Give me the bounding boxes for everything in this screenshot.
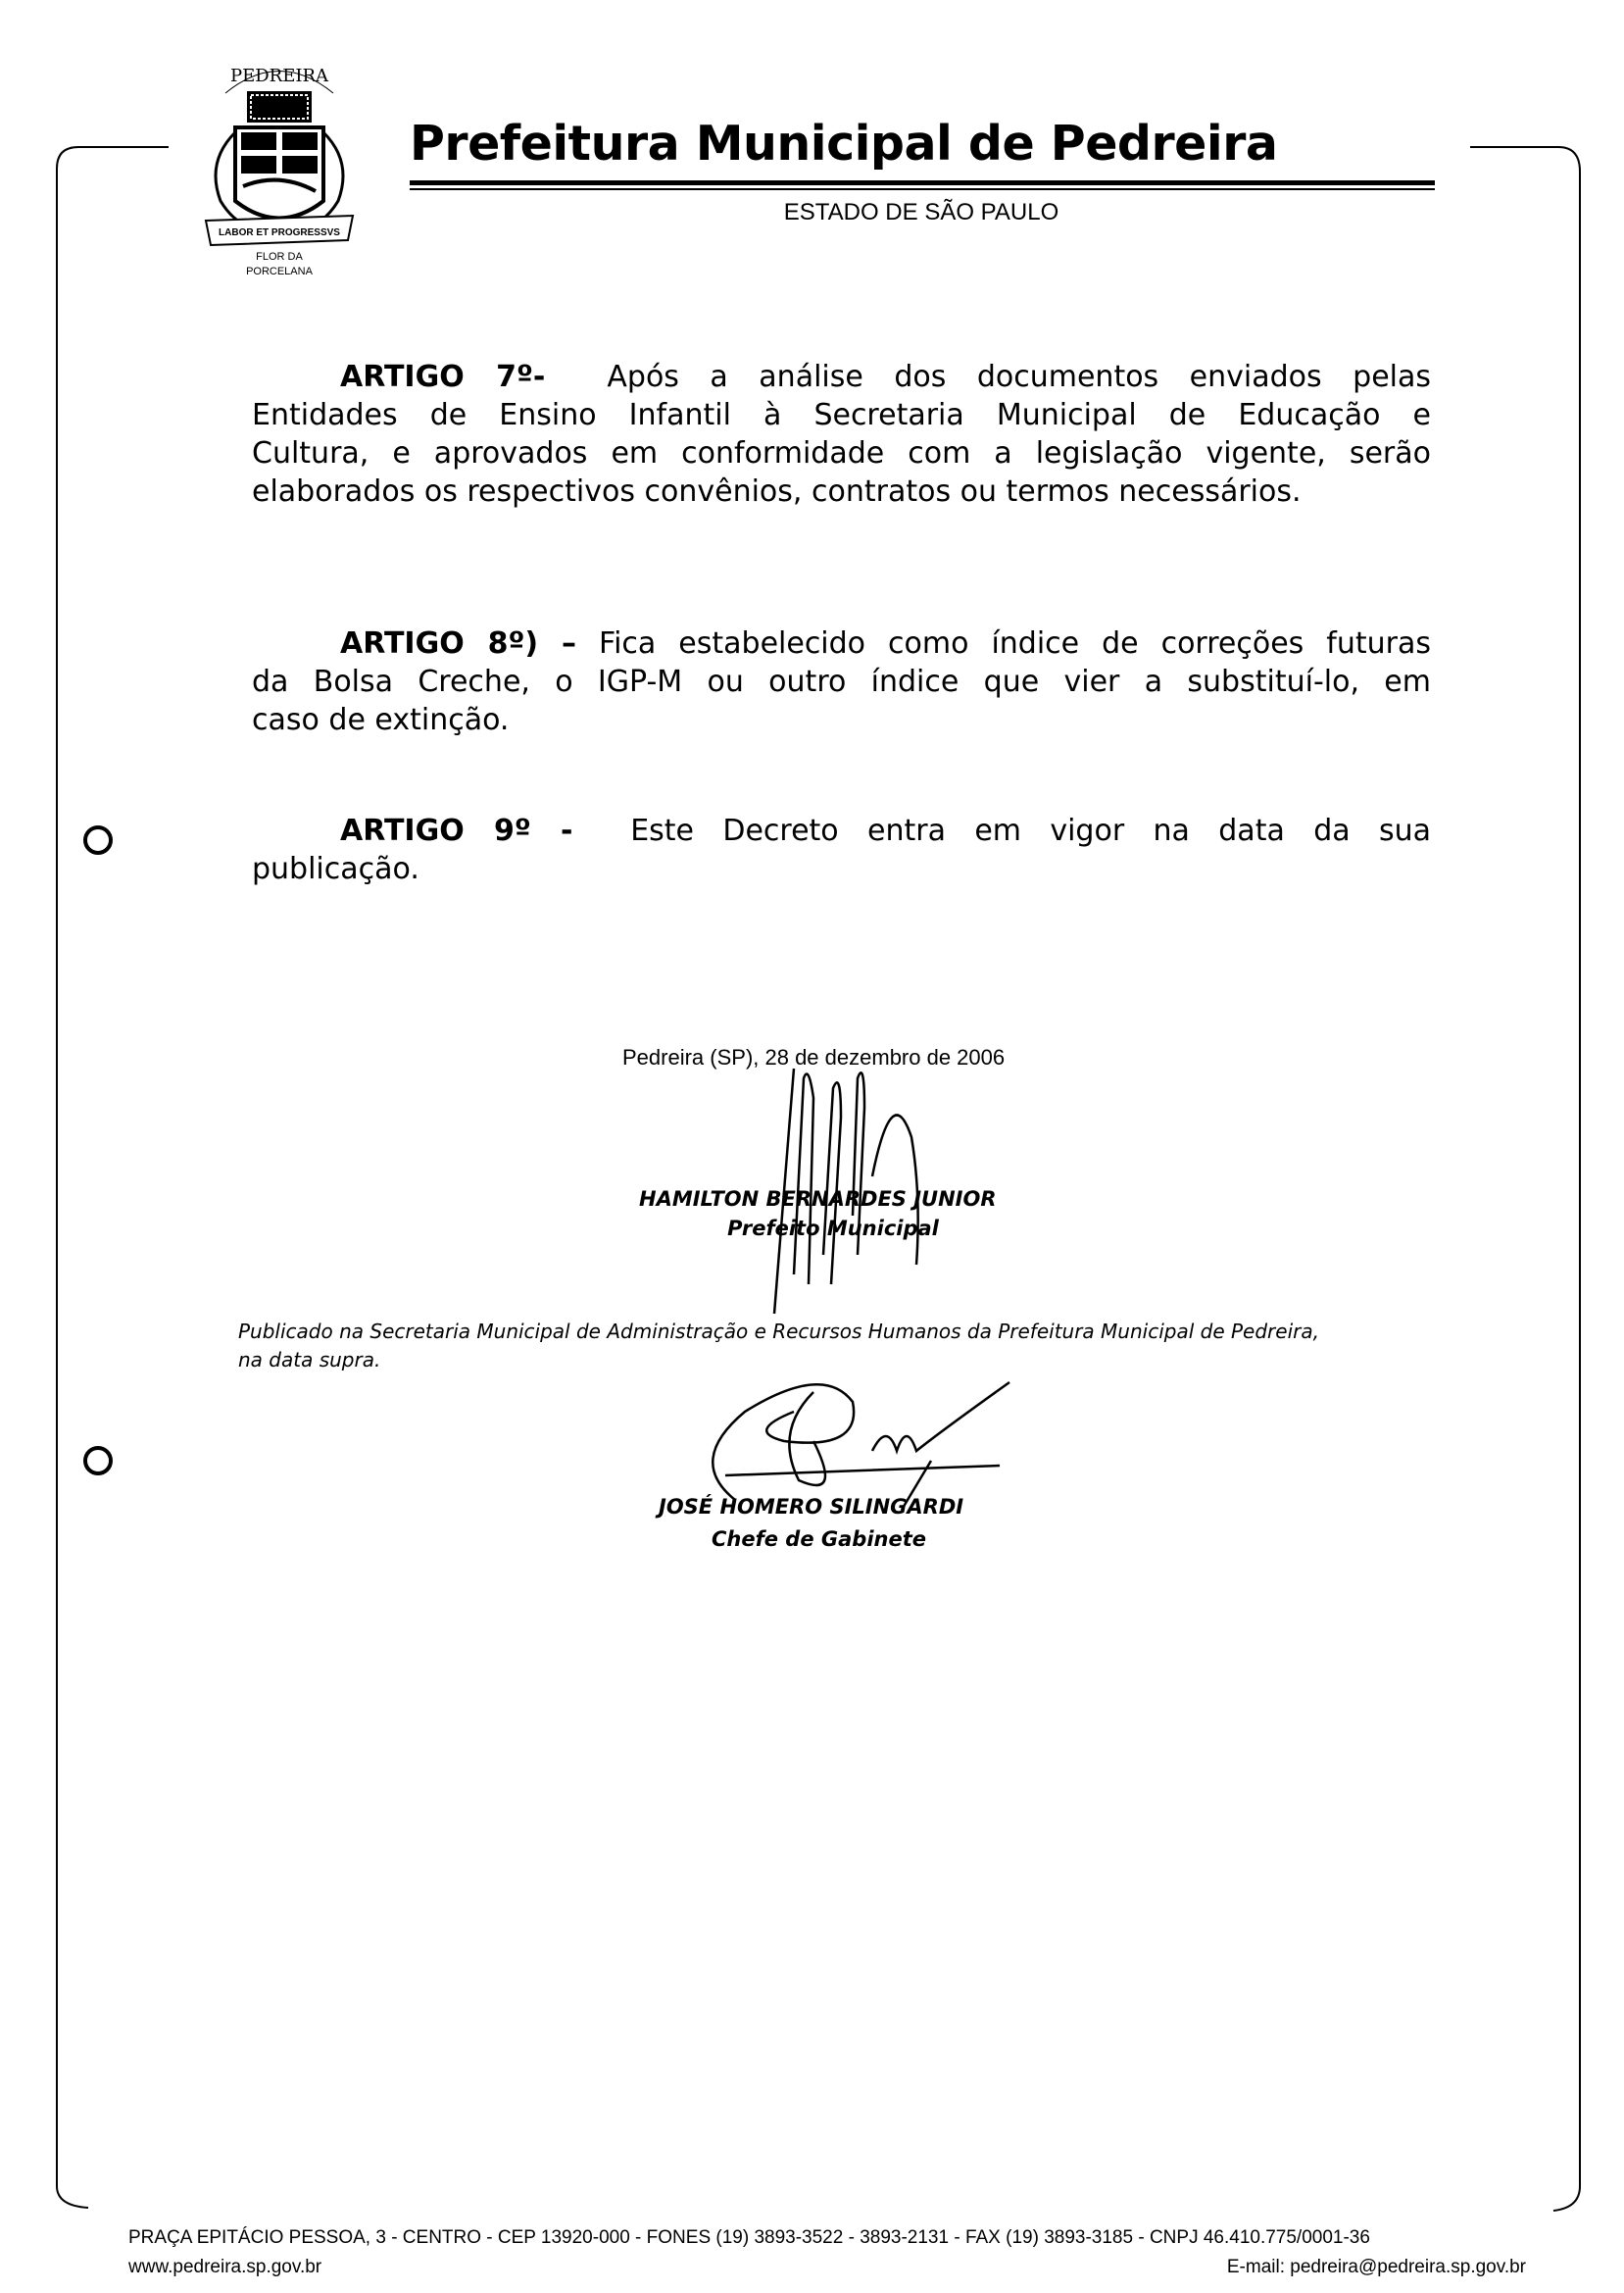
signatory-role: Chefe de Gabinete	[712, 1527, 926, 1551]
title-rule-thin	[410, 188, 1435, 190]
date-line: Pedreira (SP), 28 de dezembro de 2006	[622, 1045, 1006, 1070]
subtitle: ESTADO DE SÃO PAULO	[783, 199, 1059, 225]
publication-note-cont: na data supra.	[238, 1348, 381, 1371]
signatory-name: JOSÉ HOMERO SILINGARDI	[659, 1495, 964, 1519]
title-rule	[410, 180, 1435, 185]
article-label: ARTIGO 8º) –	[340, 626, 577, 661]
signature-mayor	[755, 1059, 951, 1333]
article-label: ARTIGO 7º-	[340, 360, 546, 394]
punch-hole-icon	[85, 827, 111, 1473]
svg-text:LABOR ET PROGRESSVS: LABOR ET PROGRESSVS	[219, 227, 340, 238]
page-title: Prefeitura Municipal de Pedreira	[410, 116, 1278, 172]
article-9: ARTIGO 9º - Este Decreto entra em vigor na data da sua publicação.	[252, 814, 1431, 886]
footer-address: PRAÇA EPITÁCIO PESSOA, 3 - CENTRO - CEP 13920-000 - FONES (19) 3893-3522 - 3893-2131 - FAX (19) 3893-3185 - CNPJ 46.410.775/0001-36	[128, 2227, 1370, 2248]
article-label: ARTIGO 9º -	[340, 814, 573, 848]
footer-website[interactable]: www.pedreira.sp.gov.br	[128, 2257, 322, 2277]
footer-email[interactable]: E-mail: pedreira@pedreira.sp.gov.br	[1226, 2257, 1526, 2277]
signatory-name: HAMILTON BERNARDES JUNIOR	[639, 1187, 997, 1211]
publication-note: Publicado na Secretaria Municipal de Administração e Recursos Humanos da Prefeitura Municipal de Pedreira,	[238, 1320, 1319, 1343]
signatory-role: Prefeito Municipal	[727, 1217, 939, 1240]
svg-text:PORCELANA: PORCELANA	[246, 266, 313, 277]
article-8: ARTIGO 8º) – Fica estabelecido como índice de correções futuras da Bolsa Creche, o IGP-M ou outro índice que vier a substituí-lo, em caso de extinção.	[252, 626, 1431, 737]
svg-text:FLOR DA: FLOR DA	[256, 251, 303, 263]
svg-text:PEDREIRA: PEDREIRA	[229, 66, 329, 86]
article-7: ARTIGO 7º- Após a análise dos documentos enviados pelas Entidades de Ensino Infantil à Secretaria Municipal de Educação e Cultura, e aprovados em conformidade com a legislação vigente, serão elaborados os respectivos convênios, contratos ou termos necessários.	[252, 360, 1431, 509]
municipal-crest-logo	[186, 54, 372, 284]
